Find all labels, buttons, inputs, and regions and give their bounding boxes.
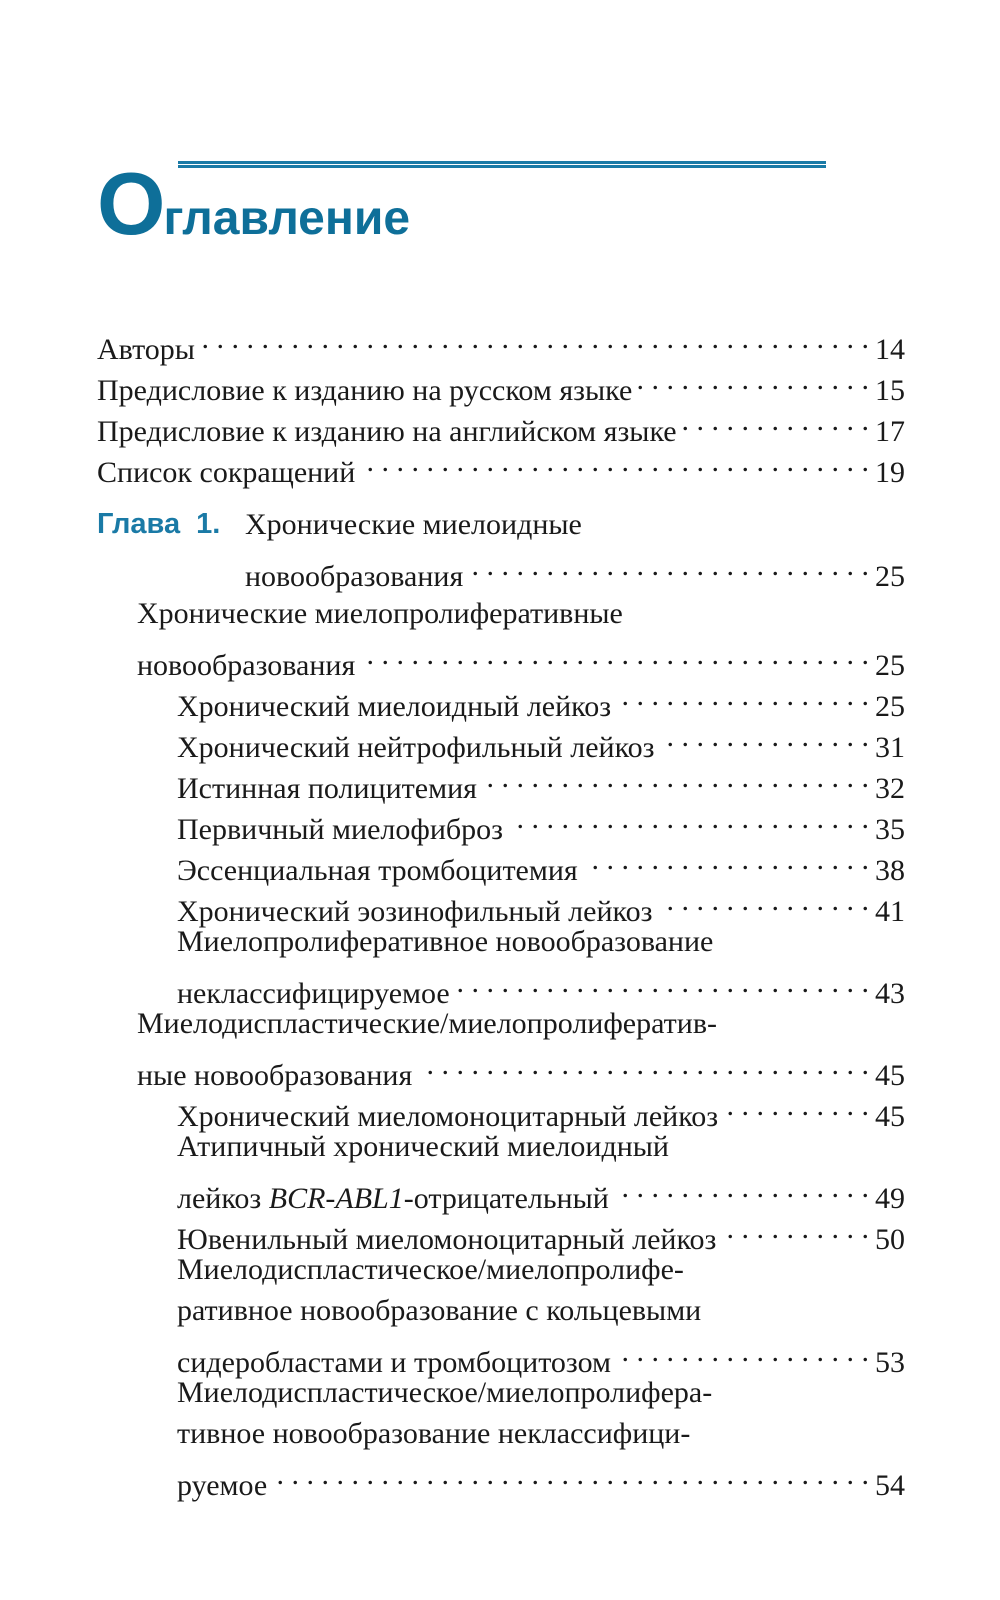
toc-entry-preface-ru[interactable]: Предисловие к изданию на русском языке . . . 15 (97, 359, 905, 400)
toc-item-cont[interactable]: руемое . . . 54 (97, 1454, 905, 1495)
chapter-heading[interactable] (97, 504, 905, 545)
toc-entry-abbreviations[interactable]: Список сокращений . . . 19 (97, 441, 905, 482)
title-initial: О (97, 154, 164, 253)
toc-item-cont[interactable]: тивное новообразование неклассифици- (177, 1417, 691, 1450)
toc-item[interactable]: Миелодиспластическое/миелопролифе- (177, 1253, 684, 1286)
toc-item-cont[interactable]: лейкоз BCR-ABL1-отрицательный . . . 49 (97, 1167, 905, 1208)
toc-item[interactable]: Миелопролиферативное новообразование (177, 925, 714, 958)
toc-item[interactable]: Эссенциальная тромбоцитемия . . . 38 (97, 839, 905, 880)
toc-item-cont[interactable]: неклассифицируемое . . . 43 (97, 962, 905, 1003)
table-of-contents (97, 318, 905, 1502)
section-heading[interactable]: Хронические миелопролиферативные (137, 597, 623, 630)
toc-item[interactable]: Истинная полицитемия . . . 32 (97, 757, 905, 798)
toc-item[interactable]: Ювенильный миеломоноцитарный лейкоз . . . 50 (97, 1208, 905, 1249)
title-rest: главление (163, 192, 411, 245)
toc-item[interactable]: Атипичный хронический миелоидный (177, 1130, 669, 1163)
chapter-label: Глава 1. (97, 508, 221, 540)
toc-item-cont[interactable]: ративное новообразование с кольцевыми (177, 1294, 702, 1327)
toc-item-cont[interactable]: сидеробластами и тромбоцитозом . . . 53 (97, 1331, 905, 1372)
section-heading-cont[interactable]: ные новообразования . . . 45 (97, 1044, 905, 1085)
chapter-title-line2[interactable]: новообразования . . . 25 (97, 545, 905, 586)
toc-entry-preface-en[interactable]: Предисловие к изданию на английском языке . . . 17 (97, 400, 905, 441)
toc-item[interactable]: Миелодиспластическое/миелопролифера- (177, 1376, 713, 1409)
section-heading-cont[interactable]: новообразования . . . 25 (97, 634, 905, 675)
toc-item[interactable]: Хронический миеломоноцитарный лейкоз . . . 45 (97, 1085, 905, 1126)
toc-item[interactable]: Хронический эозинофильный лейкоз . . . 41 (97, 880, 905, 921)
chapter-title-line1: Хронические миелоидные (245, 508, 582, 541)
gene-name: BCR-ABL1 (268, 1182, 404, 1215)
toc-item[interactable]: Хронический нейтрофильный лейкоз . . . 31 (97, 716, 905, 757)
section-heading[interactable]: Миелодиспластические/миелопролифератив- (137, 1007, 717, 1040)
page-title (97, 154, 411, 253)
toc-entry-authors[interactable]: Авторы . . . 14 (97, 318, 905, 359)
toc-item[interactable]: Хронический миелоидный лейкоз . . . 25 (97, 675, 905, 716)
toc-item[interactable]: Первичный миелофиброз . . . 35 (97, 798, 905, 839)
